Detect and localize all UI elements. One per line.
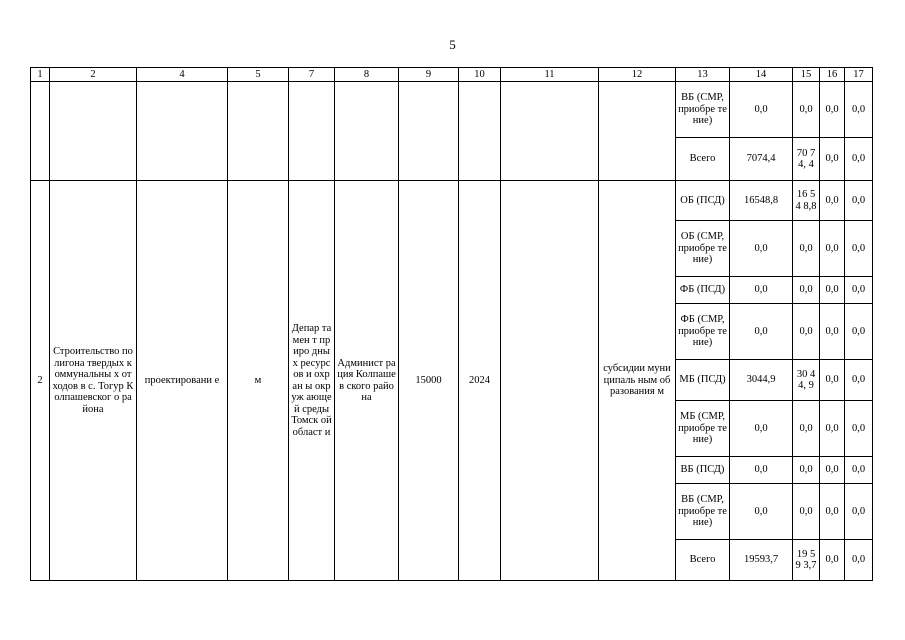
- amount-year-16: 0,0: [820, 221, 845, 277]
- row-number: 2: [31, 181, 50, 581]
- year: 2024: [459, 181, 501, 581]
- amount-year-15: 0,0: [793, 221, 820, 277]
- capacity: 15000: [399, 181, 459, 581]
- amount-total: 0,0: [730, 484, 793, 540]
- amount-year-17: 0,0: [845, 457, 873, 484]
- header-cell: 10: [459, 68, 501, 82]
- amount-total: 0,0: [730, 82, 793, 138]
- funding-source: Всего: [676, 138, 730, 181]
- unit-cell: м: [228, 181, 289, 581]
- amount-year-16: 0,0: [820, 304, 845, 360]
- continuation-cell-11: [501, 82, 599, 181]
- amount-year-15: 19 59 3,7: [793, 540, 820, 581]
- continuation-cell-4: [137, 82, 228, 181]
- continuation-cell-1: [31, 82, 50, 181]
- funding-source: ВБ (СМР, приобре тение): [676, 484, 730, 540]
- header-cell: 5: [228, 68, 289, 82]
- amount-total: 0,0: [730, 277, 793, 304]
- header-cell: 16: [820, 68, 845, 82]
- header-cell: 11: [501, 68, 599, 82]
- amount-year-15: 0,0: [793, 304, 820, 360]
- page-number: 5: [449, 37, 456, 52]
- amount-year-16: 0,0: [820, 457, 845, 484]
- amount-total: 16548,8: [730, 181, 793, 221]
- continuation-cell-7: [289, 82, 335, 181]
- amount-year-16: 0,0: [820, 82, 845, 138]
- amount-year-16: 0,0: [820, 484, 845, 540]
- amount-year-17: 0,0: [845, 484, 873, 540]
- amount-year-17: 0,0: [845, 221, 873, 277]
- header-cell: 15: [793, 68, 820, 82]
- amount-year-15: 0,0: [793, 484, 820, 540]
- amount-year-15: 30 44, 9: [793, 360, 820, 401]
- amount-year-17: 0,0: [845, 181, 873, 221]
- amount-year-15: 0,0: [793, 457, 820, 484]
- executor: Админист рация Колпашев ского района: [335, 181, 399, 581]
- header-cell: 4: [137, 68, 228, 82]
- header-row: [31, 68, 873, 82]
- amount-total: 0,0: [730, 401, 793, 457]
- subsidy-form: субсидии муниципаль ным образования м: [599, 181, 676, 581]
- funding-source: ОБ (ПСД): [676, 181, 730, 221]
- header-cell: 9: [399, 68, 459, 82]
- amount-total: 3044,9: [730, 360, 793, 401]
- amount-year-16: 0,0: [820, 277, 845, 304]
- amount-year-15: 16 54 8,8: [793, 181, 820, 221]
- amount-total: 7074,4: [730, 138, 793, 181]
- amount-total: 19593,7: [730, 540, 793, 581]
- funding-source: Всего: [676, 540, 730, 581]
- continuation-cell-12: [599, 82, 676, 181]
- responsible-department: Депар тамен т приро дных ресурс ов и охран ы окруж ающе й среды Томск ой област и: [289, 181, 335, 581]
- header-cell: 14: [730, 68, 793, 82]
- work-type: проектировани е: [137, 181, 228, 581]
- amount-total: 0,0: [730, 457, 793, 484]
- continuation-cell-2: [50, 82, 137, 181]
- amount-year-17: 0,0: [845, 304, 873, 360]
- amount-year-16: 0,0: [820, 181, 845, 221]
- amount-year-16: 0,0: [820, 540, 845, 581]
- continuation-cell-8: [335, 82, 399, 181]
- amount-year-17: 0,0: [845, 82, 873, 138]
- continuation-cell-5: [228, 82, 289, 181]
- header-cell: 13: [676, 68, 730, 82]
- header-cell: 2: [50, 68, 137, 82]
- amount-year-17: 0,0: [845, 138, 873, 181]
- table-row: [31, 82, 873, 138]
- header-cell: 7: [289, 68, 335, 82]
- funding-source: ОБ (СМР, приобре тение): [676, 221, 730, 277]
- funding-source: ВБ (ПСД): [676, 457, 730, 484]
- amount-year-16: 0,0: [820, 138, 845, 181]
- amount-total: 0,0: [730, 221, 793, 277]
- continuation-cell-10: [459, 82, 501, 181]
- amount-year-17: 0,0: [845, 540, 873, 581]
- header-cell: 17: [845, 68, 873, 82]
- funding-source: МБ (ПСД): [676, 360, 730, 401]
- header-cell: 1: [31, 68, 50, 82]
- amount-year-17: 0,0: [845, 277, 873, 304]
- program-table: [30, 67, 873, 581]
- amount-year-16: 0,0: [820, 401, 845, 457]
- amount-year-16: 0,0: [820, 360, 845, 401]
- amount-year-17: 0,0: [845, 401, 873, 457]
- funding-source: ФБ (ПСД): [676, 277, 730, 304]
- amount-total: 0,0: [730, 304, 793, 360]
- amount-year-15: 0,0: [793, 401, 820, 457]
- funding-source: ВБ (СМР, приобре тение): [676, 82, 730, 138]
- amount-year-15: 0,0: [793, 82, 820, 138]
- header-cell: 8: [335, 68, 399, 82]
- table-row: [31, 181, 873, 221]
- amount-year-15: 0,0: [793, 277, 820, 304]
- funding-source: МБ (СМР, приобре тение): [676, 401, 730, 457]
- continuation-cell-9: [399, 82, 459, 181]
- amount-year-17: 0,0: [845, 360, 873, 401]
- project-name: Строительство полигона твердых коммунальны х отходов в с. Тогур Колпашевског о района: [50, 181, 137, 581]
- amount-year-15: 70 74, 4: [793, 138, 820, 181]
- funding-source: ФБ (СМР, приобре тение): [676, 304, 730, 360]
- header-cell: 12: [599, 68, 676, 82]
- column-11-cell: [501, 181, 599, 581]
